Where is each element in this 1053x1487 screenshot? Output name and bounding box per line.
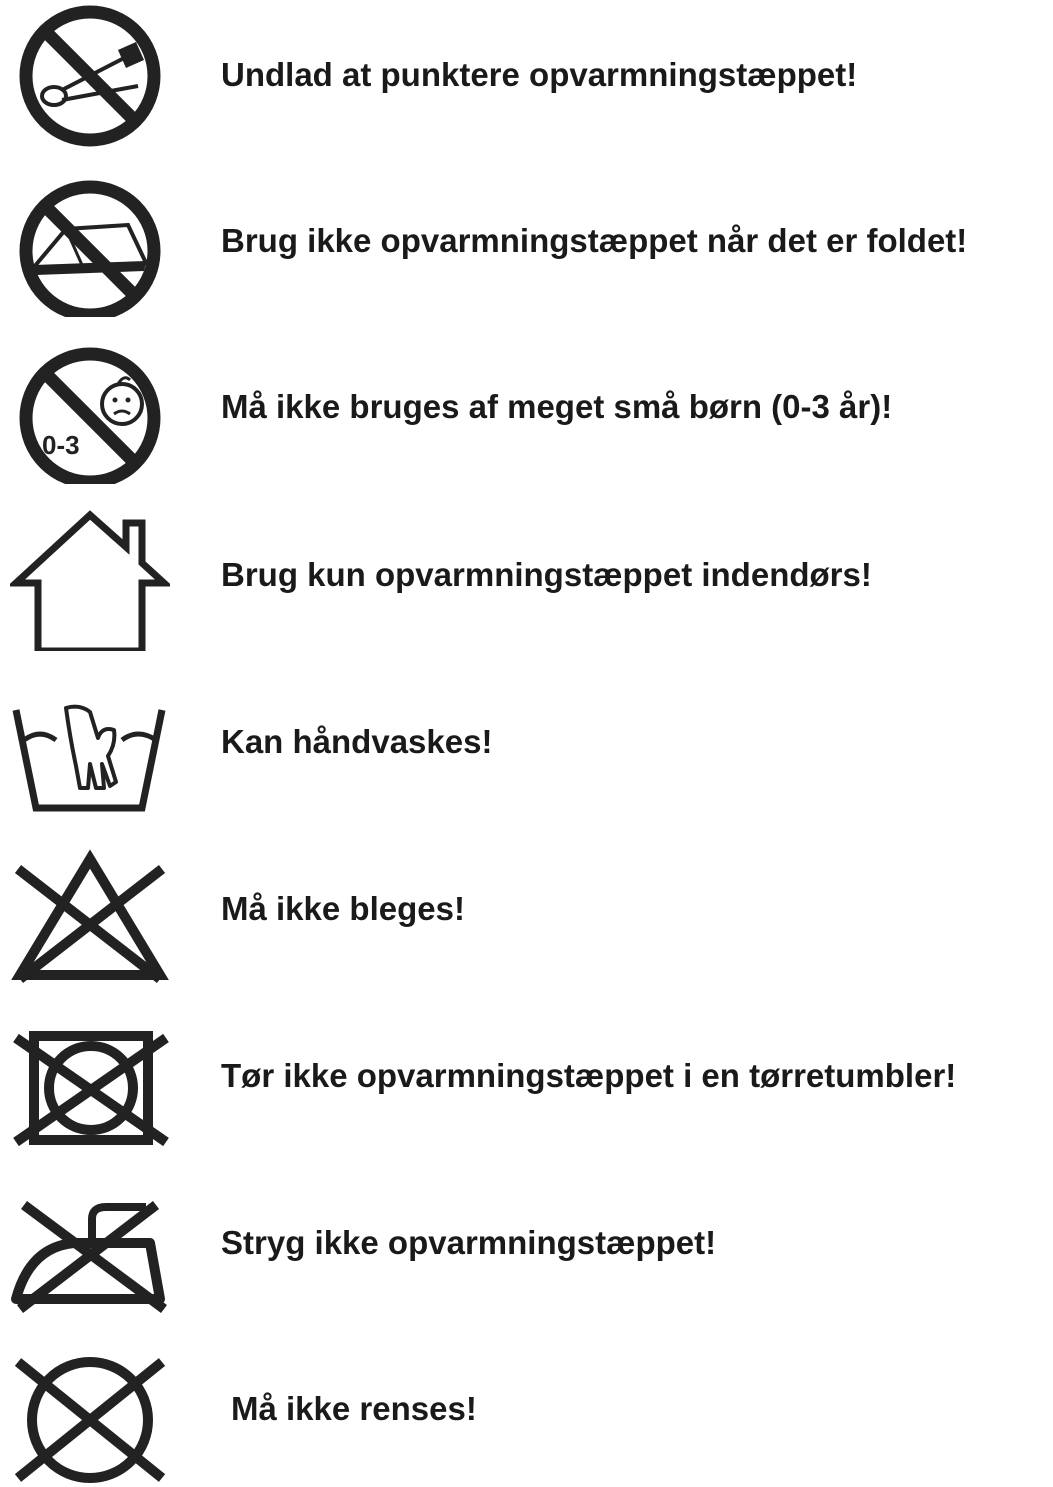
symbol-label: Undlad at punktere opvarmningstæppet! — [221, 56, 858, 93]
symbol-label: Brug kun opvarmningstæppet indendørs! — [221, 556, 872, 593]
symbol-row-no-small-children — [0, 334, 1053, 484]
symbol-label: Stryg ikke opvarmningstæppet! — [221, 1224, 717, 1261]
symbol-label: Brug ikke opvarmningstæppet når det er foldet! — [221, 222, 968, 259]
symbol-row-no-puncture — [0, 0, 1053, 150]
symbol-row-no-iron — [0, 1169, 1053, 1319]
symbol-label: Må ikke bleges! — [221, 890, 465, 927]
no-fold-icon — [10, 167, 170, 317]
symbol-row-no-bleach — [0, 835, 1053, 985]
symbol-row-no-fold — [0, 167, 1053, 317]
symbol-label: Må ikke renses! — [231, 1390, 477, 1427]
symbol-row-hand-wash — [0, 668, 1053, 818]
age-label: 0-3 — [42, 430, 80, 460]
symbol-label: Tør ikke opvarmningstæppet i en tørretumbler! — [221, 1057, 957, 1094]
indoor-house-icon — [10, 501, 170, 651]
no-dry-clean-icon — [10, 1336, 170, 1486]
no-small-children-icon — [10, 334, 170, 484]
no-tumble-dry-icon — [10, 1002, 170, 1152]
symbol-row-indoor — [0, 501, 1053, 651]
no-bleach-icon — [10, 835, 170, 985]
symbol-label: Kan håndvaskes! — [221, 723, 493, 760]
symbol-row-no-dry-clean — [0, 1336, 1053, 1486]
no-iron-icon — [10, 1169, 170, 1319]
no-puncture-pin-icon — [10, 0, 170, 150]
symbol-row-no-tumble-dry — [0, 1002, 1053, 1152]
symbol-label: Må ikke bruges af meget små børn (0-3 år)! — [221, 388, 893, 425]
hand-wash-icon — [10, 668, 170, 818]
